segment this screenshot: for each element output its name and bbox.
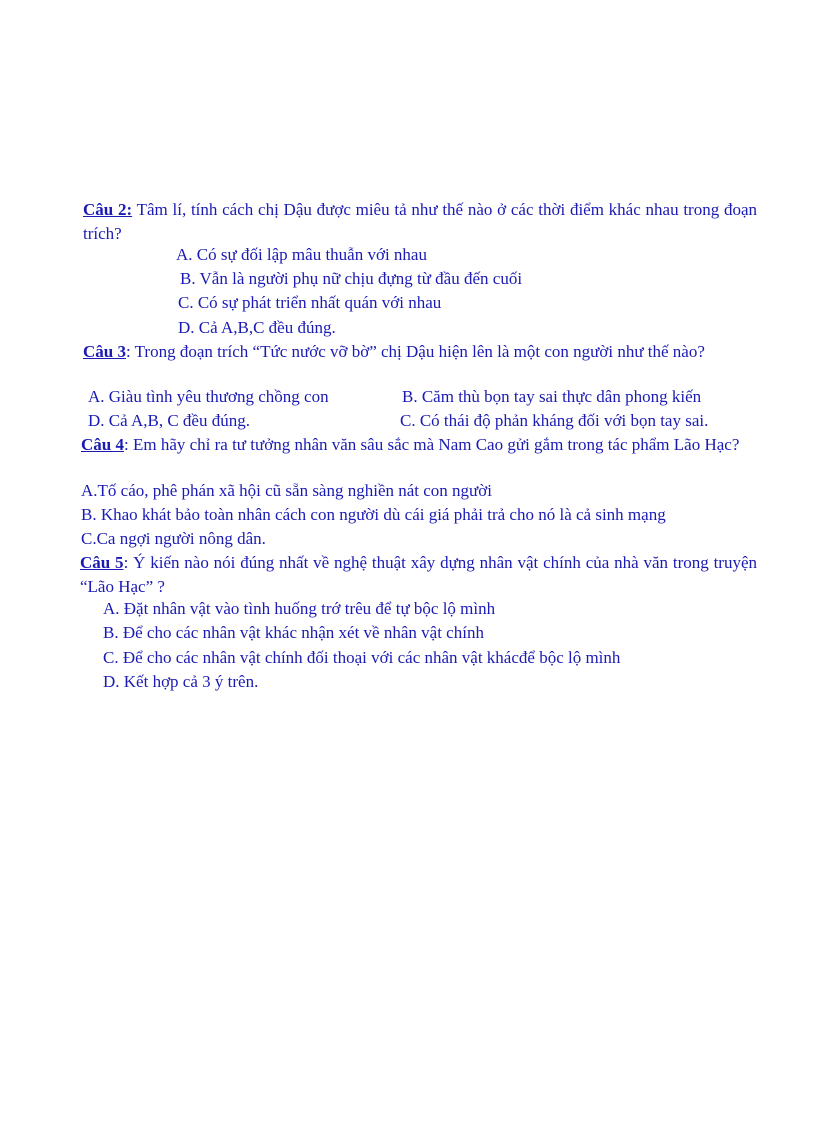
question-5-option-b: B. Để cho các nhân vật khác nhận xét về nhân vật chính [103,623,484,642]
question-4-option-a: A.Tố cáo, phê phán xã hội cũ sẵn sàng nghiền nát con người [81,481,492,500]
question-3-option-d: D. Cả A,B, C đều đúng. [88,411,250,430]
question-3-stem [83,340,757,364]
question-4-stem [81,433,757,457]
question-5-stem [80,551,757,599]
question-2-text: Tâm lí, tính cách chị Dậu được miêu tả như thế nào ở các thời điểm khác nhau trong đoạn trích? [83,200,757,243]
question-2-stem [83,198,757,246]
question-5-text: : Ý kiến nào nói đúng nhất về nghệ thuật xây dựng nhân vật chính của nhà văn trong truyện “Lão Hạc” ? [80,553,757,596]
question-3-label: Câu 3 [83,342,126,361]
question-2-option-c: C. Có sự phát triển nhất quán với nhau [178,293,442,312]
question-4-label: Câu 4 [81,435,124,454]
question-5-option-a: A. Đặt nhân vật vào tình huống trớ trêu để tự bộc lộ mình [103,599,496,618]
question-5-option-c: C. Để cho các nhân vật chính đối thoại với các nhân vật khácđể bộc lộ mình [103,648,621,667]
question-2-option-b: B. Vẫn là người phụ nữ chịu đựng từ đầu đến cuối [180,269,523,288]
question-3-option-a: A. Giàu tình yêu thương chồng con [88,387,329,406]
question-4-text: : Em hãy chỉ ra tư tưởng nhân văn sâu sắc mà Nam Cao gửi gắm trong tác phẩm Lão Hạc? [123,435,740,454]
question-3-text: : Trong đoạn trích “Tức nước vỡ bờ” chị Dậu hiện lên là một con người như thế nào? [125,342,705,361]
question-5-label: Câu 5 [80,553,124,572]
question-2-option-d: D. Cả A,B,C đều đúng. [178,318,336,337]
question-2-label: Câu 2: [83,200,133,219]
question-5-option-d: D. Kết hợp cả 3 ý trên. [103,672,259,691]
question-3-option-c: C. Có thái độ phản kháng đối với bọn tay sai. [400,411,709,430]
question-2-option-a: A. Có sự đối lập mâu thuẫn với nhau [176,245,427,264]
question-4-option-b: B. Khao khát bảo toàn nhân cách con người dù cái giá phải trả cho nó là cả sinh mạng [81,505,666,524]
question-4-option-c: C.Ca ngợi người nông dân. [81,529,266,548]
question-3-option-b: B. Căm thù bọn tay sai thực dân phong kiến [402,387,702,406]
